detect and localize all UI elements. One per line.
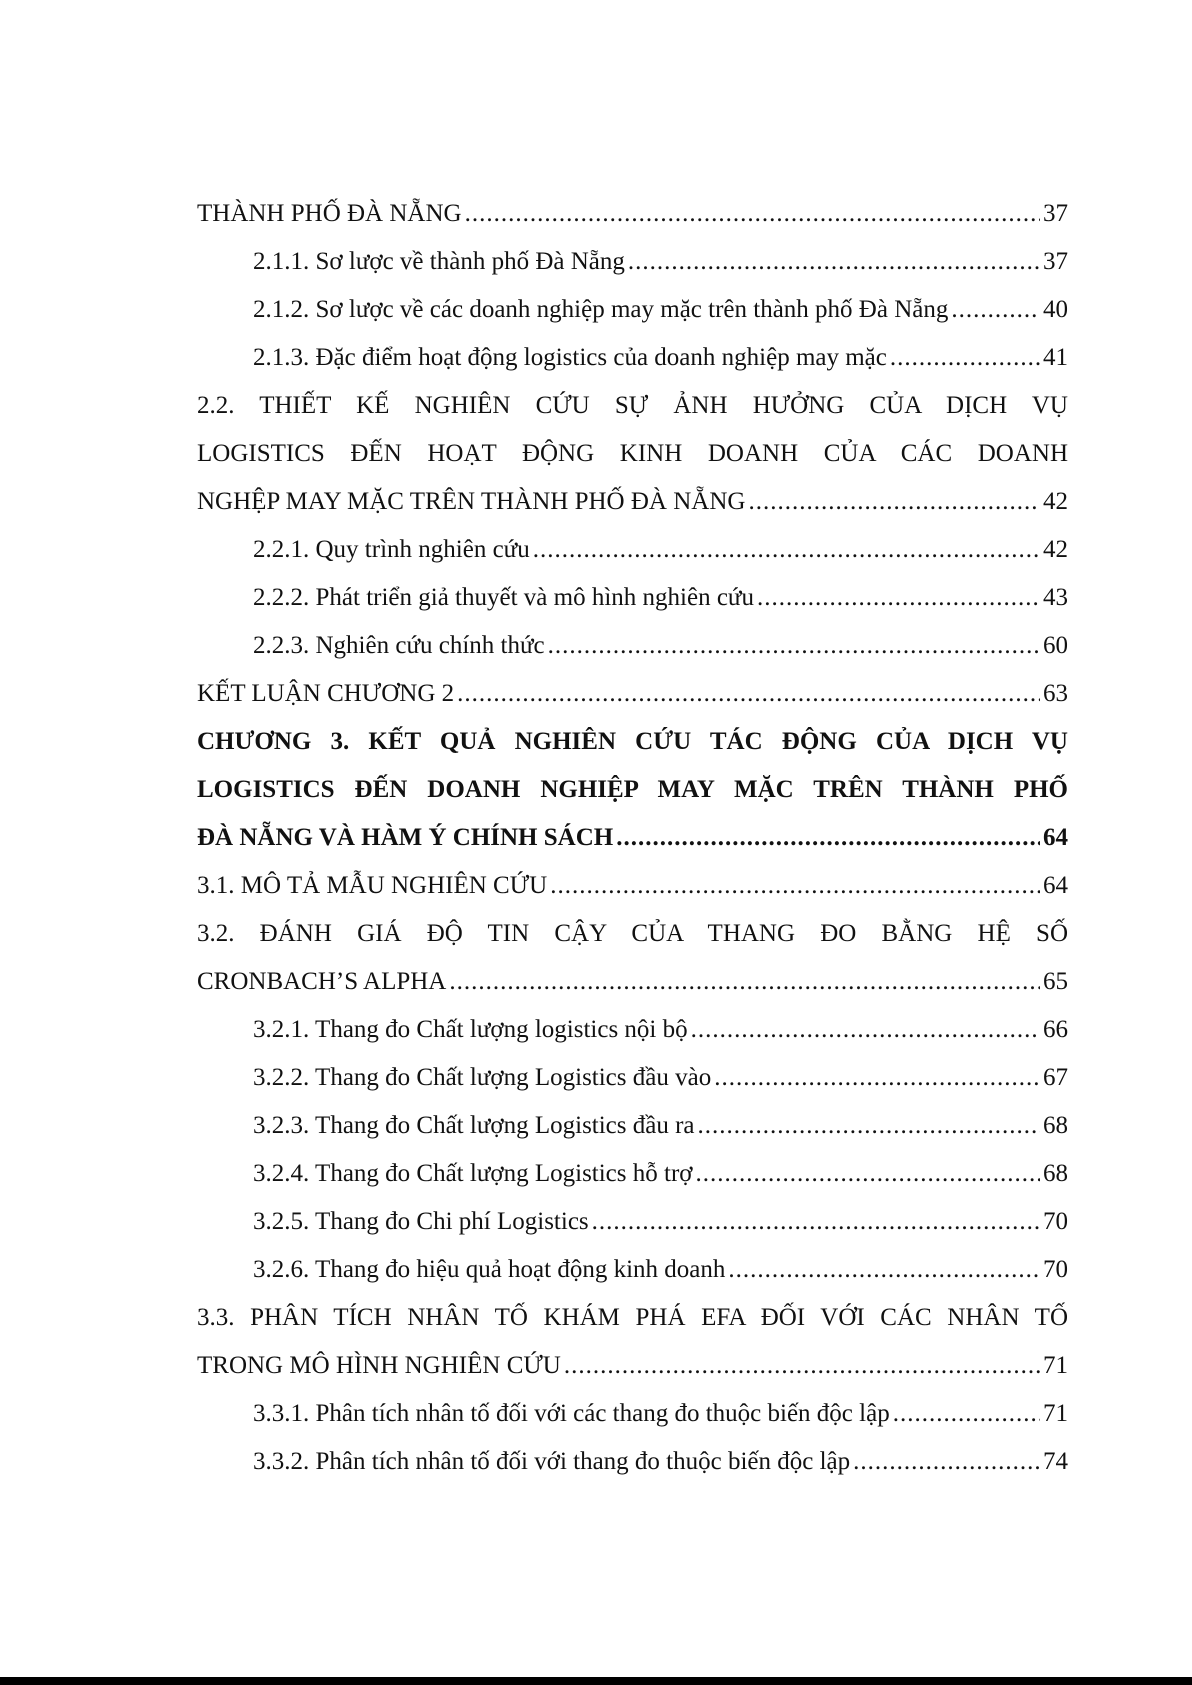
- toc-entry-page: 42: [1043, 488, 1068, 515]
- toc-entry: [253, 1438, 1068, 1486]
- toc-entry-title: ĐÀ NẴNG VÀ HÀM Ý CHÍNH SÁCH: [197, 824, 614, 851]
- toc-entry-title: 2.2.1. Quy trình nghiên cứu: [253, 536, 530, 563]
- toc-entry-page: 67: [1043, 1064, 1068, 1091]
- toc-entry-continued: 3.3. PHÂN TÍCH NHÂN TỐ KHÁM PHÁ EFA ĐỐI VỚI CÁC NHÂN TỐ: [197, 1304, 1068, 1331]
- toc-entry-page: 71: [1043, 1400, 1068, 1427]
- toc-chapter-heading-continued: CHƯƠNG 3. KẾT QUẢ NGHIÊN CỨU TÁC ĐỘNG CỦA DỊCH VỤ: [197, 728, 1068, 755]
- toc-entry: [253, 238, 1068, 286]
- toc-entry: [197, 478, 1068, 526]
- dot-leader: [616, 814, 1040, 862]
- toc-entry-page: 68: [1043, 1112, 1068, 1139]
- toc-entry-title: 2.1.2. Sơ lược về các doanh nghiệp may mặc trên thành phố Đà Nẵng: [253, 296, 949, 323]
- toc-entry: [253, 1198, 1068, 1246]
- toc-entry-title: 2.1.3. Đặc điểm hoạt động logistics của doanh nghiệp may mặc: [253, 344, 887, 371]
- dot-leader: [757, 574, 1040, 622]
- dot-leader: [691, 1006, 1040, 1054]
- toc-entry: [253, 286, 1068, 334]
- dot-leader: [564, 1342, 1040, 1390]
- toc-entry-page: 60: [1043, 632, 1068, 659]
- toc-entry: [197, 1342, 1068, 1390]
- toc-entry: [197, 670, 1068, 718]
- toc-entry: [197, 862, 1068, 910]
- toc-entry-page: 66: [1043, 1016, 1068, 1043]
- dot-leader: [592, 1198, 1040, 1246]
- toc-entry-title: 3.1. MÔ TẢ MẪU NGHIÊN CỨU: [197, 872, 548, 899]
- toc-entry: [253, 574, 1068, 622]
- dot-leader: [696, 1150, 1040, 1198]
- toc-entry-title: KẾT LUẬN CHƯƠNG 2: [197, 680, 455, 707]
- toc-entry: [197, 190, 1068, 238]
- toc-entry: [253, 622, 1068, 670]
- dot-leader: [533, 526, 1040, 574]
- toc-entry-page: 63: [1043, 680, 1068, 707]
- toc-entry: [253, 1006, 1068, 1054]
- toc-entry-title: 3.2.6. Thang đo hiệu quả hoạt động kinh doanh: [253, 1256, 726, 1283]
- toc-entry: [253, 1390, 1068, 1438]
- toc-entry-page: 70: [1043, 1208, 1068, 1235]
- dot-leader: [853, 1438, 1040, 1486]
- toc-entry-continued: 3.2. ĐÁNH GIÁ ĐỘ TIN CẬY CỦA THANG ĐO BẰNG HỆ SỐ: [197, 920, 1068, 947]
- toc-entry-continued: LOGISTICS ĐẾN HOẠT ĐỘNG KINH DOANH CỦA CÁC DOANH: [197, 440, 1068, 467]
- dot-leader: [893, 1390, 1040, 1438]
- dot-leader: [465, 190, 1040, 238]
- dot-leader: [550, 862, 1040, 910]
- dot-leader: [714, 1054, 1040, 1102]
- dot-leader: [728, 1246, 1040, 1294]
- table-of-contents: [197, 190, 1068, 1486]
- toc-entry-title: 2.2.2. Phát triển giả thuyết và mô hình nghiên cứu: [253, 584, 754, 611]
- toc-entry-title: 3.2.3. Thang đo Chất lượng Logistics đầu ra: [253, 1112, 695, 1139]
- toc-entry-title: THÀNH PHỐ ĐÀ NẴNG: [197, 200, 462, 227]
- toc-entry-page: 68: [1043, 1160, 1068, 1187]
- toc-entry-page: 42: [1043, 536, 1068, 563]
- toc-entry-title: 2.2.3. Nghiên cứu chính thức: [253, 632, 545, 659]
- toc-entry-title: TRONG MÔ HÌNH NGHIÊN CỨU: [197, 1352, 561, 1379]
- dot-leader: [628, 238, 1040, 286]
- dot-leader: [748, 478, 1040, 526]
- toc-entry-page: 65: [1043, 968, 1068, 995]
- toc-chapter-entry: [197, 814, 1068, 862]
- toc-entry-title: 3.3.2. Phân tích nhân tố đối với thang đo thuộc biến độc lập: [253, 1448, 851, 1475]
- toc-entry: [253, 526, 1068, 574]
- dot-leader: [457, 670, 1040, 718]
- dot-leader: [698, 1102, 1040, 1150]
- toc-entry-page: 37: [1043, 248, 1068, 275]
- toc-entry: [253, 1246, 1068, 1294]
- dot-leader: [890, 334, 1040, 382]
- toc-entry-title: 3.2.1. Thang đo Chất lượng logistics nội bộ: [253, 1016, 688, 1043]
- dot-leader: [951, 286, 1040, 334]
- toc-entry-title: 3.2.4. Thang đo Chất lượng Logistics hỗ trợ: [253, 1160, 693, 1187]
- dot-leader: [548, 622, 1040, 670]
- page-bottom-edge: [0, 1677, 1192, 1685]
- toc-entry-page: 43: [1043, 584, 1068, 611]
- toc-entry-title: 2.1.1. Sơ lược về thành phố Đà Nẵng: [253, 248, 625, 275]
- toc-entry-title: 3.2.2. Thang đo Chất lượng Logistics đầu vào: [253, 1064, 712, 1091]
- toc-entry-title: 3.2.5. Thang đo Chi phí Logistics: [253, 1208, 589, 1235]
- toc-entry-page: 40: [1043, 296, 1068, 323]
- toc-entry: [253, 1102, 1068, 1150]
- toc-entry-page: 64: [1043, 872, 1068, 899]
- toc-entry: [253, 1054, 1068, 1102]
- toc-chapter-heading-continued: LOGISTICS ĐẾN DOANH NGHIỆP MAY MẶC TRÊN THÀNH PHỐ: [197, 776, 1068, 803]
- toc-entry-page: 41: [1043, 344, 1068, 371]
- toc-entry-page: 70: [1043, 1256, 1068, 1283]
- toc-entry: [253, 334, 1068, 382]
- toc-entry-title: NGHỆP MAY MẶC TRÊN THÀNH PHỐ ĐÀ NẴNG: [197, 488, 746, 515]
- toc-entry-title: 3.3.1. Phân tích nhân tố đối với các thang đo thuộc biến độc lập: [253, 1400, 890, 1427]
- dot-leader: [449, 958, 1040, 1006]
- toc-entry: [197, 958, 1068, 1006]
- toc-entry-page: 37: [1043, 200, 1068, 227]
- toc-entry-continued: 2.2. THIẾT KẾ NGHIÊN CỨU SỰ ẢNH HƯỞNG CỦA DỊCH VỤ: [197, 392, 1068, 419]
- toc-entry-page: 64: [1043, 824, 1068, 851]
- toc-entry-page: 71: [1043, 1352, 1068, 1379]
- toc-entry-page: 74: [1043, 1448, 1068, 1475]
- toc-entry: [253, 1150, 1068, 1198]
- toc-entry-title: CRONBACH’S ALPHA: [197, 968, 447, 995]
